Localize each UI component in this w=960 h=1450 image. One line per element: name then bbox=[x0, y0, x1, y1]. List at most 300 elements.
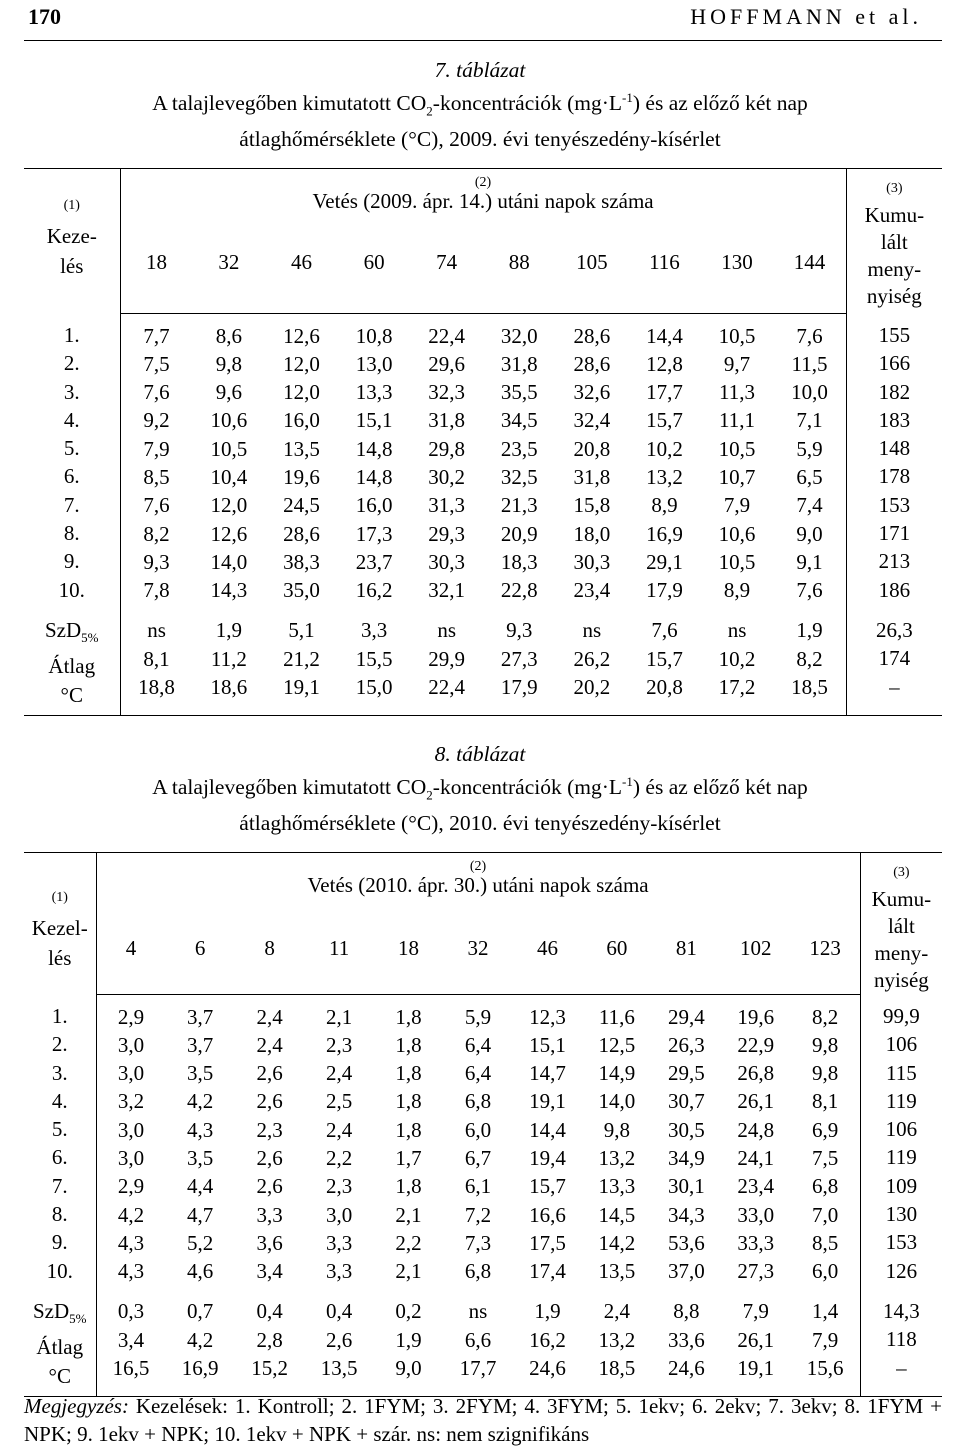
cumulative-cell: 115 bbox=[886, 1060, 917, 1085]
treatment-header-line1: Kezel- bbox=[31, 916, 88, 940]
data-cell: 11,3 bbox=[719, 380, 756, 405]
day-header: 18 bbox=[374, 916, 443, 994]
data-cell: 14,8 bbox=[355, 464, 393, 489]
day-header: 60 bbox=[582, 916, 651, 994]
data-cell: 14,7 bbox=[529, 1061, 566, 1086]
day-column bbox=[628, 313, 701, 716]
data-cell: 2,5 bbox=[325, 1089, 353, 1114]
data-cell: 33,3 bbox=[737, 1230, 775, 1255]
treatment-label: 2. bbox=[51, 1032, 68, 1057]
data-cell: 10,0 bbox=[791, 380, 828, 405]
data-cell: 3,0 bbox=[117, 1145, 145, 1170]
data-cell: 10,5 bbox=[718, 323, 756, 348]
data-cell: 29,6 bbox=[428, 351, 466, 376]
data-cell: 3,2 bbox=[117, 1089, 145, 1114]
data-cell: 32,1 bbox=[428, 578, 466, 603]
data-cell: 4,4 bbox=[187, 1174, 214, 1199]
data-cell: 14,4 bbox=[529, 1117, 566, 1142]
cumulative-cell: 148 bbox=[878, 436, 911, 461]
cumulative-header-marker: (3) bbox=[893, 865, 910, 880]
data-cell: 14,2 bbox=[598, 1230, 636, 1255]
data-cell: 12,6 bbox=[283, 323, 320, 348]
data-cell: 10,2 bbox=[646, 436, 683, 461]
data-cell: 7,6 bbox=[796, 578, 823, 603]
day-header: 130 bbox=[701, 231, 774, 314]
celsius-label: °C bbox=[60, 682, 83, 707]
data-cell: 7,1 bbox=[796, 408, 823, 433]
data-cell: 13,2 bbox=[646, 464, 683, 489]
data-cell: 22,4 bbox=[428, 323, 466, 348]
stats-cells bbox=[338, 616, 411, 701]
treatment-list bbox=[24, 313, 120, 716]
treatment-label: 6. bbox=[51, 1145, 68, 1170]
running-header bbox=[24, 0, 942, 41]
cumulative-header bbox=[846, 169, 942, 314]
data-cell: 3,0 bbox=[117, 1117, 145, 1142]
data-cell: 2,3 bbox=[256, 1117, 283, 1142]
data-cell: 6,4 bbox=[464, 1032, 492, 1057]
data-cell: 33,0 bbox=[737, 1202, 775, 1227]
data-cell: 7,5 bbox=[143, 351, 170, 376]
stats-cell: 1,9 bbox=[395, 1327, 422, 1352]
mean-label: Átlag bbox=[48, 654, 96, 679]
data-cell: 9,8 bbox=[811, 1061, 839, 1086]
day-column bbox=[652, 994, 721, 1397]
stats-cells bbox=[97, 1297, 166, 1382]
data-cell: 4,3 bbox=[117, 1230, 145, 1255]
data-cell: 18,0 bbox=[573, 521, 611, 546]
data-cell: 12,6 bbox=[210, 521, 248, 546]
stats-cell: 2,8 bbox=[256, 1327, 283, 1352]
data-cell: 4,2 bbox=[187, 1089, 214, 1114]
stats-cell: 0,2 bbox=[395, 1299, 422, 1324]
data-cell: 19,6 bbox=[737, 1004, 775, 1029]
data-cell: 1,7 bbox=[395, 1145, 422, 1170]
stats-cell: 1,4 bbox=[811, 1299, 839, 1324]
data-cell: 37,0 bbox=[667, 1259, 705, 1284]
data-cell: 3,3 bbox=[325, 1259, 353, 1284]
data-cell: 19,4 bbox=[529, 1145, 566, 1170]
data-cell: 9,3 bbox=[143, 549, 170, 574]
stats-cell: 8,1 bbox=[143, 646, 170, 671]
stats-cell: 19,1 bbox=[283, 675, 320, 700]
cumulative-header-line2: lált bbox=[880, 230, 908, 254]
table7-title-line2: átlaghőmérséklete (°C), 2009. évi tenyészedény-kísérlet bbox=[239, 127, 721, 152]
data-cell: 3,6 bbox=[256, 1230, 283, 1255]
data-block bbox=[24, 313, 942, 716]
treatment-label: 1. bbox=[63, 323, 80, 347]
stats-cell: 17,2 bbox=[718, 675, 756, 700]
data-cell: 2,4 bbox=[256, 1004, 283, 1029]
data-cell: 13,2 bbox=[598, 1145, 636, 1170]
cumulative-cell: 99,9 bbox=[883, 1004, 920, 1028]
data-cell: 30,3 bbox=[573, 549, 611, 574]
stats-cells bbox=[701, 616, 774, 701]
data-cell: 2,1 bbox=[395, 1202, 422, 1227]
data-cell: 6,8 bbox=[464, 1089, 492, 1114]
data-cell: 24,1 bbox=[737, 1145, 775, 1170]
data-cell: 15,7 bbox=[529, 1174, 566, 1199]
data-cell: 8,5 bbox=[811, 1230, 839, 1255]
cumulative-cell: 186 bbox=[878, 577, 911, 602]
day-header: 74 bbox=[410, 231, 483, 314]
data-cell: 12,5 bbox=[598, 1032, 636, 1057]
data-cell: 32,6 bbox=[573, 380, 611, 405]
data-cell: 3,5 bbox=[187, 1145, 214, 1170]
data-cell: 10,6 bbox=[718, 521, 756, 546]
stats-cell: 18,5 bbox=[791, 675, 828, 700]
stats-cell: 3,3 bbox=[360, 618, 388, 643]
data-cell: 34,3 bbox=[667, 1202, 705, 1227]
treatment-label: 3. bbox=[51, 1060, 68, 1085]
data-cell: 3,7 bbox=[187, 1004, 214, 1029]
stats-cells bbox=[721, 1297, 790, 1382]
data-cell: 8,9 bbox=[651, 493, 678, 518]
data-cell: 6,8 bbox=[464, 1259, 492, 1284]
data-cell: 6,4 bbox=[464, 1061, 492, 1086]
cumulative-cell: 130 bbox=[885, 1202, 918, 1227]
data-cell: 6,1 bbox=[464, 1174, 492, 1199]
treatment-label: 9. bbox=[51, 1230, 68, 1255]
data-cell: 4,2 bbox=[117, 1202, 145, 1227]
day-header: 46 bbox=[265, 231, 338, 314]
data-cell: 9,8 bbox=[603, 1117, 631, 1142]
day-column bbox=[265, 313, 338, 716]
data-cell: 31,8 bbox=[500, 351, 538, 376]
stats-cell: 22,4 bbox=[428, 675, 466, 700]
data-cell: 8,1 bbox=[811, 1089, 839, 1114]
data-cell: 7,4 bbox=[796, 493, 823, 518]
data-cell: 13,0 bbox=[355, 351, 393, 376]
treatment-header-marker: (1) bbox=[63, 198, 80, 213]
cumulative-cell: 155 bbox=[878, 323, 911, 347]
cumulative-cell: 119 bbox=[886, 1088, 917, 1113]
stats-cells bbox=[483, 616, 556, 701]
data-cell: 24,5 bbox=[283, 493, 320, 518]
cumulative-stats-cell: 174 bbox=[878, 646, 911, 671]
data-cell: 32,3 bbox=[428, 380, 466, 405]
stats-cell: 18,8 bbox=[138, 675, 175, 700]
stats-cell: ns bbox=[147, 618, 166, 643]
data-cell: 30,3 bbox=[428, 549, 466, 574]
data-cell: 2,4 bbox=[325, 1117, 353, 1142]
data-cell: 16,9 bbox=[646, 521, 683, 546]
data-cell: 4,3 bbox=[117, 1259, 145, 1284]
day-column bbox=[304, 994, 373, 1397]
data-cell: 2,9 bbox=[117, 1004, 145, 1029]
data-cell: 10,8 bbox=[355, 323, 393, 348]
data-cell: 9,0 bbox=[796, 521, 823, 546]
data-cell: 9,6 bbox=[215, 380, 243, 405]
data-cell: 6,8 bbox=[811, 1174, 839, 1199]
data-cell: 6,7 bbox=[464, 1145, 492, 1170]
data-cell: 1,8 bbox=[395, 1061, 422, 1086]
treatment-label: 2. bbox=[63, 351, 80, 376]
day-column bbox=[338, 313, 411, 716]
data-cell: 35,5 bbox=[500, 380, 538, 405]
day-header: 123 bbox=[791, 916, 861, 994]
data-cell: 7,6 bbox=[143, 493, 170, 518]
data-cell: 21,3 bbox=[500, 493, 538, 518]
stats-cell: 0,3 bbox=[117, 1299, 145, 1324]
treatment-label: 10. bbox=[58, 577, 85, 602]
stats-cell: 13,5 bbox=[320, 1356, 358, 1381]
data-cell: 1,8 bbox=[395, 1117, 422, 1142]
stats-cell: 10,2 bbox=[718, 646, 756, 671]
data-cell: 34,5 bbox=[500, 408, 538, 433]
data-cell: 22,8 bbox=[500, 578, 538, 603]
data-cell: 30,7 bbox=[667, 1089, 705, 1114]
stats-cell: 15,6 bbox=[806, 1356, 844, 1381]
data-cell: 28,6 bbox=[573, 323, 611, 348]
table-note bbox=[24, 1392, 942, 1448]
cumulative-column bbox=[860, 994, 942, 1397]
data-cell: 17,7 bbox=[646, 380, 683, 405]
data-cell: 30,1 bbox=[667, 1174, 705, 1199]
data-cell: 1,8 bbox=[395, 1089, 422, 1114]
cumulative-stats-cell: – bbox=[896, 1355, 907, 1380]
data-cell: 38,3 bbox=[283, 549, 320, 574]
data-cell: 4,7 bbox=[187, 1202, 214, 1227]
days-header bbox=[96, 853, 860, 916]
stats-cells bbox=[791, 1297, 860, 1382]
data-cell: 13,3 bbox=[598, 1174, 636, 1199]
stats-cells bbox=[556, 616, 629, 701]
treatment-label: 8. bbox=[63, 521, 80, 546]
stats-cells bbox=[304, 1297, 373, 1382]
szd-subscript: 5% bbox=[69, 1311, 87, 1327]
data-cell: 30,5 bbox=[667, 1117, 705, 1142]
data-cell: 35,0 bbox=[283, 578, 320, 603]
stats-cell: 29,9 bbox=[428, 646, 466, 671]
data-cell: 16,0 bbox=[355, 493, 393, 518]
day-header: 4 bbox=[96, 916, 165, 994]
szd-label bbox=[24, 1297, 96, 1333]
treatment-label: 10. bbox=[46, 1258, 73, 1283]
day-column bbox=[773, 313, 846, 716]
day-column bbox=[96, 994, 165, 1397]
treatment-label: 7. bbox=[63, 492, 80, 517]
data-cell: 6,0 bbox=[464, 1117, 492, 1142]
data-cell: 2,4 bbox=[256, 1032, 283, 1057]
stats-cells bbox=[513, 1297, 582, 1382]
data-cell: 12,3 bbox=[529, 1004, 566, 1029]
stats-cell: 0,7 bbox=[187, 1299, 214, 1324]
data-cell: 1,8 bbox=[395, 1032, 422, 1057]
stats-cells bbox=[582, 1297, 651, 1382]
day-column bbox=[483, 313, 556, 716]
cumulative-cell: 171 bbox=[878, 521, 911, 546]
stats-cell: ns bbox=[437, 618, 457, 643]
data-cell: 29,8 bbox=[428, 436, 466, 461]
stats-cell: 19,1 bbox=[737, 1356, 775, 1381]
stats-cell: 8,2 bbox=[796, 646, 823, 671]
stats-cell: 27,3 bbox=[500, 646, 538, 671]
stats-cell: 9,0 bbox=[395, 1356, 422, 1381]
data-cell: 12,0 bbox=[283, 351, 320, 376]
data-cell: 23,4 bbox=[737, 1174, 775, 1199]
data-cell: 5,2 bbox=[187, 1230, 214, 1255]
data-cell: 14,0 bbox=[598, 1089, 636, 1114]
data-cell: 31,8 bbox=[573, 464, 611, 489]
data-cell: 29,4 bbox=[667, 1004, 705, 1029]
day-header: 88 bbox=[483, 231, 556, 314]
data-cell: 10,5 bbox=[718, 436, 756, 461]
cumulative-header-line1: Kumu- bbox=[871, 887, 932, 911]
day-column bbox=[721, 994, 790, 1397]
data-cell: 8,2 bbox=[811, 1004, 839, 1029]
data-cell: 7,6 bbox=[143, 380, 170, 405]
stats-cell: 18,6 bbox=[210, 675, 248, 700]
note-text: Kezelések: 1. Kontroll; 2. 1FYM; 3. 2FYM; 4. 3FYM; 5. 1ekv; 6. 2ekv; 7. 3ekv; 8. 1FYM + NPK; 9. 1ekv + NPK; 10. 1ekv + NPK + szár. ns: nem szignifikáns bbox=[24, 1394, 942, 1446]
stats-cells bbox=[121, 616, 193, 701]
days-header-title: Vetés (2009. ápr. 14.) utáni napok száma bbox=[312, 189, 654, 213]
stats-cell: 8,8 bbox=[673, 1299, 700, 1324]
stats-cell: ns bbox=[582, 618, 602, 643]
day-column bbox=[165, 994, 234, 1397]
day-column bbox=[582, 994, 651, 1397]
data-cell: 24,8 bbox=[737, 1117, 775, 1142]
szd-text: SzD bbox=[44, 617, 82, 642]
data-cell: 15,7 bbox=[646, 408, 683, 433]
data-cell: 3,0 bbox=[117, 1061, 145, 1086]
stats-cell: 17,7 bbox=[459, 1356, 497, 1381]
day-header: 60 bbox=[338, 231, 411, 314]
treatment-label: 1. bbox=[51, 1004, 68, 1028]
stats-cell: 2,4 bbox=[603, 1299, 631, 1324]
data-cell: 29,5 bbox=[667, 1061, 705, 1086]
day-column bbox=[701, 313, 774, 716]
data-block bbox=[24, 994, 942, 1397]
table8 bbox=[24, 852, 942, 1397]
stats-cell: 0,4 bbox=[325, 1299, 353, 1324]
day-header: 144 bbox=[773, 231, 846, 314]
cumulative-cell: 106 bbox=[885, 1032, 918, 1057]
stats-cell: 15,0 bbox=[355, 675, 393, 700]
table8-title: A talajlevegőben kimutatott $CO_2$-koncentrációk $(mg\cdot L^{-1})$ és az előző két nap bbox=[152, 774, 808, 803]
data-cell: 11,5 bbox=[791, 351, 828, 376]
mean-label: Átlag bbox=[36, 1335, 84, 1360]
data-cell: 16,0 bbox=[283, 408, 320, 433]
data-cell: 6,9 bbox=[811, 1117, 839, 1142]
cumulative-header-marker: (3) bbox=[886, 181, 903, 196]
day-header: 116 bbox=[628, 231, 701, 314]
cumulative-cell: 153 bbox=[878, 492, 911, 517]
treatment-list bbox=[24, 994, 96, 1397]
data-cell: 1,8 bbox=[395, 1174, 422, 1199]
stats-cells bbox=[374, 1297, 443, 1382]
stats-cell: 17,9 bbox=[500, 675, 538, 700]
stats-cells bbox=[773, 616, 845, 701]
stats-cells bbox=[193, 616, 266, 701]
stats-labels bbox=[24, 616, 120, 709]
data-cell: 5,9 bbox=[464, 1004, 492, 1029]
data-cell: 26,3 bbox=[667, 1032, 705, 1057]
data-cell: 14,9 bbox=[598, 1061, 636, 1086]
cumulative-cell: 213 bbox=[878, 549, 911, 574]
stats-cell: 16,9 bbox=[181, 1356, 219, 1381]
data-cell: 31,8 bbox=[428, 408, 466, 433]
table7-caption bbox=[0, 56, 960, 153]
stats-cell: 7,9 bbox=[811, 1327, 839, 1352]
data-cell: 2,9 bbox=[117, 1174, 145, 1199]
stats-cell: 7,9 bbox=[742, 1299, 769, 1324]
treatment-label: 7. bbox=[51, 1173, 68, 1198]
data-cell: 6,5 bbox=[796, 464, 823, 489]
data-cell: 13,5 bbox=[598, 1259, 636, 1284]
data-cell: 9,2 bbox=[143, 408, 170, 433]
stats-cell: 5,1 bbox=[288, 618, 315, 643]
day-header: 102 bbox=[721, 916, 790, 994]
stats-cells bbox=[265, 616, 338, 701]
data-cell: 17,9 bbox=[646, 578, 683, 603]
cumulative-stats-cell: 14,3 bbox=[883, 1298, 920, 1323]
stats-cell: 26,1 bbox=[737, 1327, 775, 1352]
stats-cell: 2,6 bbox=[325, 1327, 353, 1352]
day-header: 32 bbox=[193, 231, 266, 314]
szd-text: SzD bbox=[32, 1298, 70, 1323]
cumulative-header-line1: Kumu- bbox=[864, 203, 925, 227]
stats-cell: 15,2 bbox=[251, 1356, 288, 1381]
data-cell: 2,3 bbox=[325, 1174, 353, 1199]
data-cell: 3,5 bbox=[187, 1061, 214, 1086]
table8-number: 8. táblázat bbox=[434, 742, 526, 766]
cumulative-header-line2: lált bbox=[887, 914, 915, 938]
data-cell: 20,9 bbox=[500, 521, 538, 546]
stats-cells bbox=[443, 1297, 512, 1382]
cumulative-header-line3: meny- bbox=[874, 941, 929, 965]
day-header: 11 bbox=[304, 916, 373, 994]
day-column bbox=[120, 313, 193, 716]
cumulative-cell: 126 bbox=[885, 1258, 918, 1283]
stats-cell: 0,4 bbox=[256, 1299, 283, 1324]
stats-cell: 18,5 bbox=[598, 1356, 636, 1381]
data-cell: 18,3 bbox=[500, 549, 538, 574]
stats-cell: 20,2 bbox=[573, 675, 611, 700]
stats-cell: 1,9 bbox=[796, 618, 823, 643]
data-cell: 10,5 bbox=[210, 436, 248, 461]
treatment-header-marker: (1) bbox=[51, 890, 68, 905]
data-cell: 22,9 bbox=[737, 1032, 775, 1057]
treatment-label: 8. bbox=[51, 1202, 68, 1227]
stats-cell: 11,2 bbox=[210, 646, 247, 671]
stats-labels bbox=[24, 1297, 96, 1390]
cumulative-header-line4: nyiség bbox=[866, 284, 922, 308]
data-cell: 32,0 bbox=[500, 323, 538, 348]
data-cell: 34,9 bbox=[667, 1145, 705, 1170]
treatment-label: 4. bbox=[63, 407, 80, 432]
data-cell: 7,0 bbox=[811, 1202, 839, 1227]
data-cell: 9,8 bbox=[811, 1032, 839, 1057]
data-cell: 7,9 bbox=[143, 436, 170, 461]
day-header: 105 bbox=[556, 231, 629, 314]
data-cell: 2,6 bbox=[256, 1145, 283, 1170]
data-cell: 19,1 bbox=[529, 1089, 566, 1114]
day-column bbox=[410, 313, 483, 716]
data-cell: 2,2 bbox=[325, 1145, 353, 1170]
data-cell: 29,3 bbox=[428, 521, 466, 546]
data-cell: 6,0 bbox=[811, 1259, 839, 1284]
data-cell: 10,4 bbox=[210, 464, 248, 489]
data-cell: 1,8 bbox=[395, 1004, 422, 1029]
data-cell: 3,7 bbox=[187, 1032, 214, 1057]
stats-cell: 33,6 bbox=[667, 1327, 705, 1352]
stats-cells bbox=[652, 1297, 721, 1382]
data-cell: 8,6 bbox=[215, 323, 243, 348]
treatment-header-line1: Keze- bbox=[46, 224, 97, 248]
stats-cell: ns bbox=[727, 618, 747, 643]
data-cell: 4,6 bbox=[187, 1259, 214, 1284]
